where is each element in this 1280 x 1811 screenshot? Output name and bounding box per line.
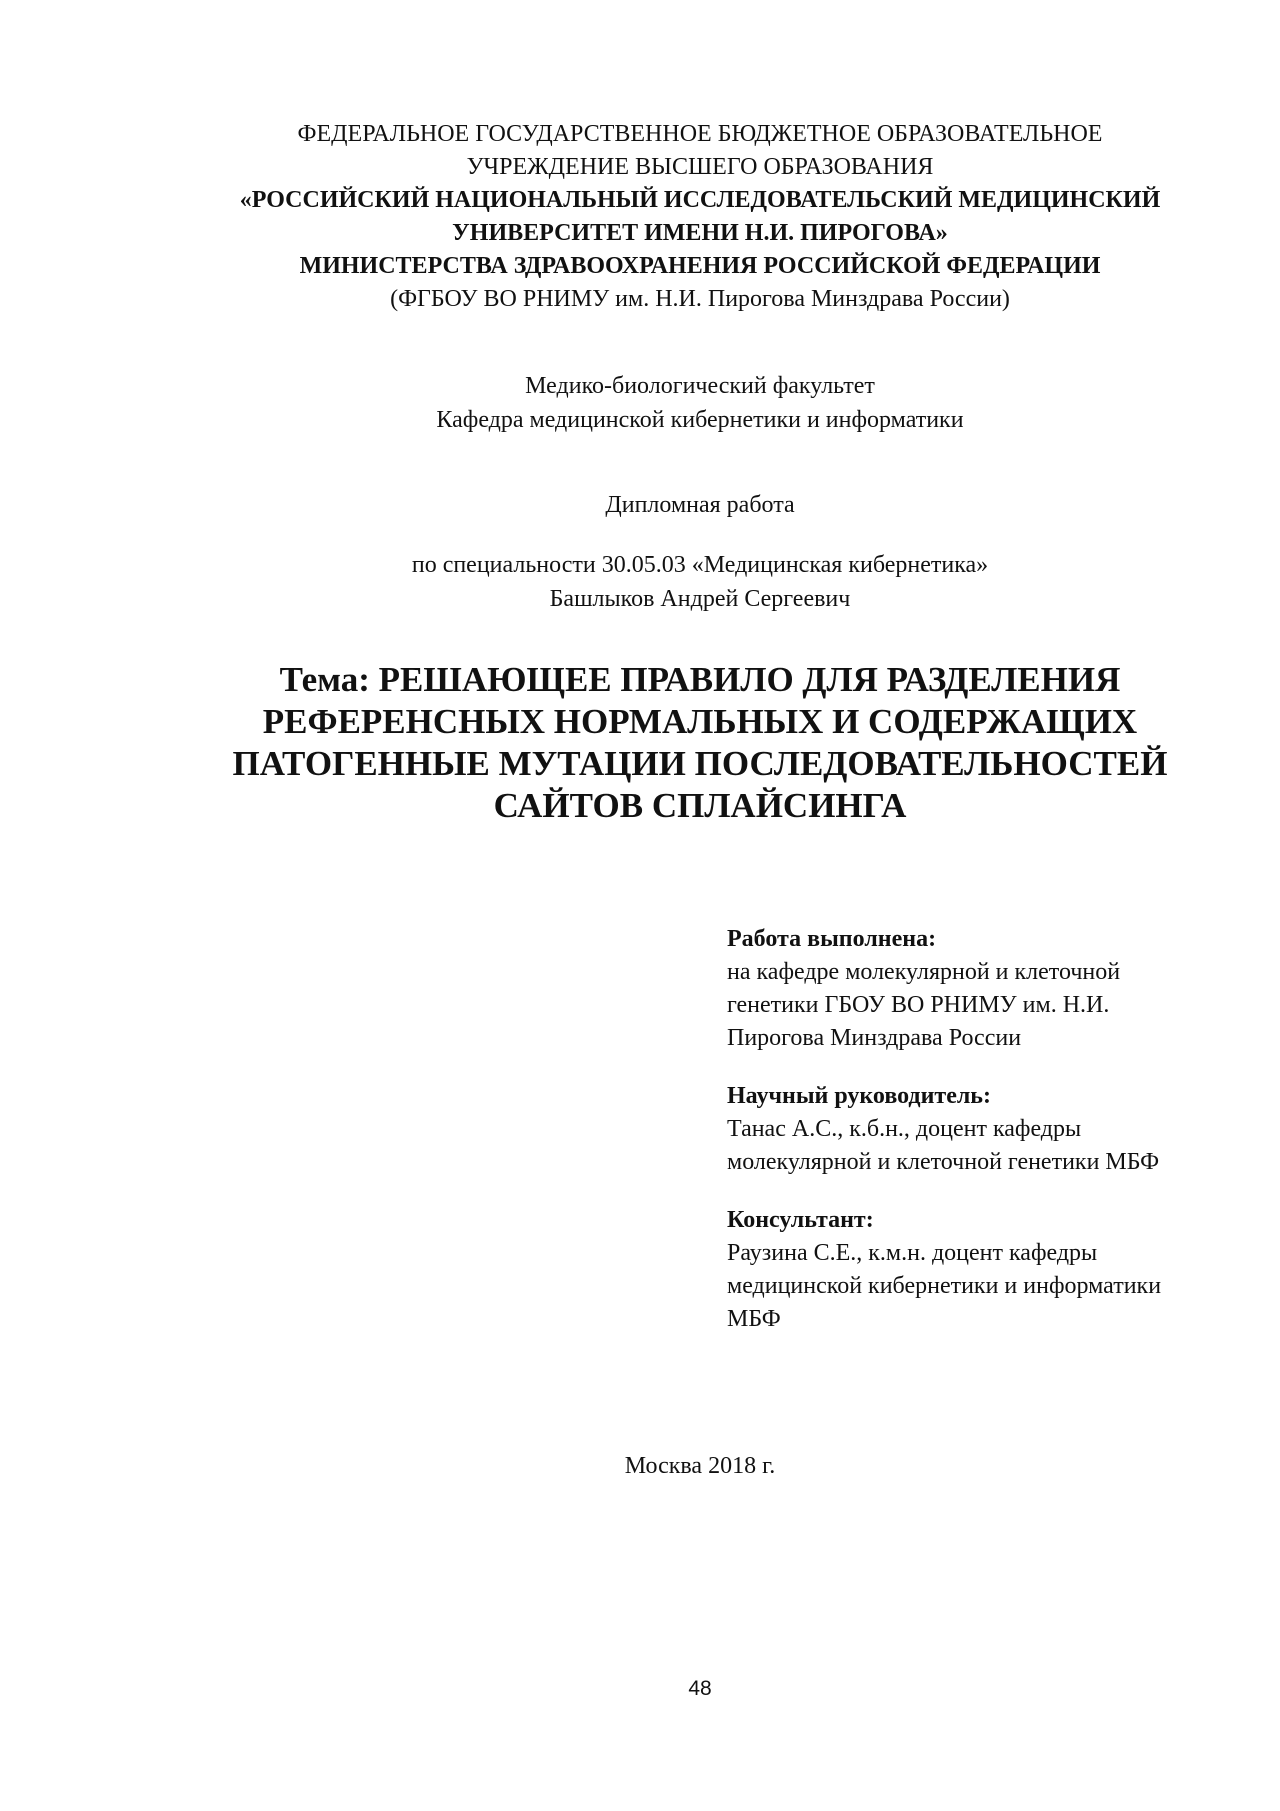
consultant-line: медицинской кибернетики и информатики (727, 1273, 1162, 1299)
consultant-section (727, 1204, 1247, 1336)
consultant-heading: Консультант: (727, 1207, 874, 1233)
work-type (0, 488, 1280, 522)
thesis-title-line: РЕФЕРЕНСНЫХ НОРМАЛЬНЫХ И СОДЕРЖАЩИХ (262, 702, 1138, 741)
performed-at-heading: Работа выполнена: (727, 926, 937, 952)
consultant-line: Раузина С.Е., к.м.н. доцент кафедры (727, 1240, 1098, 1266)
institution-header (0, 118, 1280, 316)
institution-line: УЧРЕЖДЕНИЕ ВЫСШЕГО ОБРАЗОВАНИЯ (466, 154, 934, 180)
performed-at-line: Пирогова Минздрава России (727, 1025, 1022, 1051)
page-number: 48 (688, 1677, 712, 1700)
university-name-line: «РОССИЙСКИЙ НАЦИОНАЛЬНЫЙ ИССЛЕДОВАТЕЛЬСКИЙ МЕДИЦИНСКИЙ (239, 187, 1161, 213)
consultant-line: МБФ (727, 1306, 781, 1332)
specialty-line: по специальности 30.05.03 «Медицинская кибернетика» (411, 552, 989, 578)
thesis-title-line: САЙТОВ СПЛАЙСИНГА (493, 786, 907, 825)
supervisor-line: Танас А.С., к.б.н., доцент кафедры (727, 1116, 1082, 1142)
city-year (0, 1449, 1280, 1483)
institution-abbreviation: (ФГБОУ ВО РНИМУ им. Н.И. Пирогова Минздрава России) (390, 286, 1010, 312)
work-type-label: Дипломная работа (605, 492, 795, 518)
thesis-title-line: Тема: РЕШАЮЩЕЕ ПРАВИЛО ДЛЯ РАЗДЕЛЕНИЯ (279, 660, 1121, 699)
city-year-label: Москва 2018 г. (624, 1453, 776, 1479)
supervisor-line: молекулярной и клеточной генетики МБФ (727, 1149, 1160, 1175)
thesis-title (0, 659, 1280, 827)
supervisor-section (727, 1080, 1247, 1179)
performed-at-section (727, 923, 1247, 1055)
author-name: Башлыков Андрей Сергеевич (549, 586, 851, 612)
faculty-block (0, 369, 1280, 437)
ministry-line: МИНИСТЕРСТВА ЗДРАВООХРАНЕНИЯ РОССИЙСКОЙ ФЕДЕРАЦИИ (299, 253, 1101, 279)
faculty-name: Медико-биологический факультет (525, 373, 875, 399)
department-name: Кафедра медицинской кибернетики и информатики (436, 407, 964, 433)
university-name-line: УНИВЕРСИТЕТ ИМЕНИ Н.И. ПИРОГОВА» (452, 220, 948, 246)
thesis-title-line: ПАТОГЕННЫЕ МУТАЦИИ ПОСЛЕДОВАТЕЛЬНОСТЕЙ (232, 744, 1168, 783)
credits-block (727, 923, 1247, 1361)
performed-at-line: генетики ГБОУ ВО РНИМУ им. Н.И. (727, 992, 1110, 1018)
performed-at-line: на кафедре молекулярной и клеточной (727, 959, 1121, 985)
institution-line: ФЕДЕРАЛЬНОЕ ГОСУДАРСТВЕННОЕ БЮДЖЕТНОЕ ОБРАЗОВАТЕЛЬНОЕ (297, 121, 1103, 147)
supervisor-heading: Научный руководитель: (727, 1083, 991, 1109)
specialty-block (0, 548, 1280, 616)
